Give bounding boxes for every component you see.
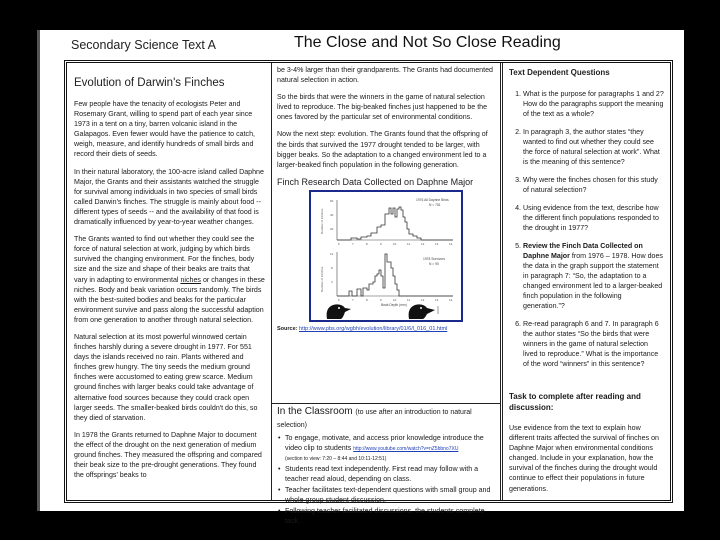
document-page — [37, 30, 684, 525]
x-axis-label: Beak Depth (mm) — [381, 302, 407, 307]
paragraph-6a: be 3-4% larger than their grandparents. The Grants had documented natural selection in action. — [277, 66, 493, 85]
bottom-y-axis-label: Number of Finches — [320, 266, 324, 292]
svg-text:14: 14 — [449, 297, 453, 302]
question-5-rest: from 1976 – 1978. How does the data in the graph support the statement in paragraph 7: “So, the adaptation to a changed environment led to a larger-beaked finch population in the following generation.”? — [523, 252, 663, 310]
svg-text:N = 90: N = 90 — [429, 261, 439, 266]
paragraph-3 — [74, 234, 265, 325]
figure-heading: Finch Research Data Collected on Daphne Major — [277, 176, 474, 187]
svg-text:4: 4 — [331, 279, 333, 284]
svg-text:7: 7 — [352, 241, 354, 246]
svg-text:12: 12 — [421, 297, 425, 302]
svg-text:11: 11 — [407, 297, 411, 302]
video-section-note: (section to view: 7:20 – 8:44 and 10:11-12:51) — [285, 456, 387, 462]
svg-text:8: 8 — [366, 297, 368, 302]
classroom-step-4: • Following teacher facilitated discussions, the students complete task. — [285, 506, 494, 526]
question-4: 4. Using evidence from the text, describe how the different finch populations responded to the drought in 1977? — [523, 203, 664, 233]
bottom-series-label: 1978 Survivors — [423, 256, 445, 261]
svg-text:10: 10 — [393, 241, 397, 246]
svg-text:60: 60 — [330, 198, 334, 203]
svg-text:10: 10 — [393, 297, 397, 302]
classroom-step-3: • Teacher facilitates text-dependent questions with small group and whole group student discussion. — [285, 485, 494, 505]
paragraph-4: Natural selection at its most powerful winnowed certain finches harshly during a severe drought in 1977. For 551 days the islands received no rain. Plants withered and finches grew hungry. The tiny seeds the medium ground finches were accustomed to eating grew scarce. Medium ground finches with larger beaks could take advantage of alternative food sources because they could crack open larger seeds. The smaller-beaked birds couldn't do this, so they died of starvation. — [74, 332, 258, 422]
large-beak-finch-icon — [409, 304, 438, 319]
classroom-heading — [277, 406, 494, 432]
question-2: 2. In paragraph 3, the author states “they wanted to find out whether they could see the force of natural selection at work”. What is the meaning of this sentence? — [523, 127, 664, 167]
paragraph-5: In 1978 the Grants returned to Daphne Major to document the effect of the drought on the next generation of medium ground finches. They measured the offspring and compared their beak size to the pre-drought generations. They found the offsprings' beaks to — [74, 430, 262, 480]
classroom-section — [272, 403, 500, 525]
paragraph-7: Now the next step: evolution. The Grants found that the offspring of the birds that survived the 1977 drought tended to be larger, with bigger beaks. So the adaptation to a changed environment led to a larger-beaked finch population in the following generation. — [277, 130, 488, 169]
article-continued — [272, 63, 500, 403]
svg-text:6: 6 — [338, 297, 340, 302]
source-label: Source: — [277, 325, 298, 332]
source-link[interactable]: http://www.pbs.org/wgbh/evolution/library/01/6/l_016_01.html — [299, 325, 448, 332]
questions-heading: Text Dependent Questions — [509, 68, 610, 77]
finch-beak-histogram — [309, 190, 463, 322]
svg-text:9: 9 — [380, 297, 382, 302]
paragraph-3-text-a: The Grants wanted to find out whether they could see the force of natural selection at work, judging by which birds survived the changing environment. For the finches, body size and the size and shape of their beaks are traits that vary in adapting to environmental — [74, 235, 255, 284]
lesson-table — [64, 60, 673, 525]
paragraph-2: In their natural laboratory, the 100-acre island called Daphne Major, the Grants and their assistants watched the struggle for survival among individuals in two species of small birds called Darwin's finches. The struggle is mainly about food -- different types of seeds -- and the availability of that food is dramatically influenced by year-to-year weather changes. — [74, 167, 264, 227]
histogram-chart — [311, 192, 461, 320]
svg-text:13: 13 — [435, 241, 439, 246]
classroom-steps — [277, 433, 494, 526]
classroom-subtitle: (to use after an introduction to natural selection) — [277, 409, 472, 429]
text-column-1 — [67, 63, 272, 500]
top-y-axis-label: Number of Finches — [320, 208, 324, 234]
question-5 — [523, 241, 664, 311]
svg-text:11: 11 — [407, 241, 411, 246]
paragraph-1: Few people have the tenacity of ecologists Peter and Rosemary Grant, willing to spend part of each year since 1973 in a tent on a tiny, barren volcanic island in the Galapagos. Even fewer would have the patience to catch, weigh, measure, and identify hundreds of small birds and record their diets of seeds. — [74, 100, 256, 159]
svg-text:6: 6 — [338, 241, 340, 246]
svg-text:20: 20 — [330, 226, 334, 231]
page-title: The Close and Not So Close Reading — [294, 34, 561, 51]
svg-text:9: 9 — [380, 241, 382, 246]
svg-text:12: 12 — [330, 251, 334, 256]
classroom-step-2: • Students read text independently. First read may follow with a teacher read aloud, depending on class. — [285, 464, 494, 484]
top-series-label: 1976 All Daphne Birds — [416, 197, 449, 202]
svg-text:8: 8 — [331, 265, 333, 270]
classroom-step-1 — [285, 433, 494, 463]
svg-text:14: 14 — [449, 241, 453, 246]
classroom-title: In the Classroom — [277, 406, 353, 417]
question-1: 1. What is the purpose for paragraphs 1 and 2? How do the paragraphs support the meaning of the text as a whole? — [523, 89, 664, 119]
paragraph-6: So the birds that were the winners in the game of natural selection lived to reproduce. The big-beaked finches just happened to be the ones favored by the particular set of environmental conditions. — [277, 93, 488, 122]
svg-text:13: 13 — [435, 297, 439, 302]
question-3: 3. Why were the finches chosen for this study of natural selection? — [523, 175, 664, 195]
video-link[interactable]: http://www.youtube.com/watch?v=nZ5bbno7XU — [353, 446, 459, 452]
task-heading: Task to complete after reading and discussion: — [509, 392, 641, 412]
step-1-text: To engage, motivate, and access prior knowledge introduce the video clip to students — [285, 434, 484, 452]
figure-source — [277, 326, 494, 332]
header-course-label: Secondary Science Text A — [71, 38, 216, 52]
svg-text:40: 40 — [330, 212, 334, 217]
task-text: Use evidence from the text to explain how different traits affected the survival of finches on Daphne Major when environmental conditions changed. Include in your explanation, how the survival of the finches during the drought would continue to effect their populations in future generations. — [509, 424, 659, 493]
questions-list — [509, 89, 664, 369]
svg-text:8: 8 — [366, 241, 368, 246]
small-beak-finch-icon — [327, 304, 351, 319]
svg-text:7: 7 — [352, 297, 354, 302]
questions-column — [503, 63, 670, 500]
question-5-bold: Review the Finch Data Collected on Daphne Major — [523, 242, 643, 260]
niches-term: niches — [180, 275, 201, 284]
paragraph-3-text-b: or changes in these niches. Body and beak variation occurs randomly. The birds with the best-suited bodies and beaks for the particular environment survive and pass along the successful adaption from one generation to another through natural selection. — [74, 275, 265, 324]
svg-text:12: 12 — [421, 241, 425, 246]
text-column-2 — [272, 63, 503, 525]
article-heading: Evolution of Darwin's Finches — [74, 77, 225, 89]
svg-text:N = 751: N = 751 — [429, 202, 441, 207]
question-6: 6. Re-read paragraph 6 and 7. In paragraph 6 the author states “So the birds that were winners in the game of natural selection lived to reproduce.” What is the importance of the word “winners” in this sentence? — [523, 319, 664, 369]
